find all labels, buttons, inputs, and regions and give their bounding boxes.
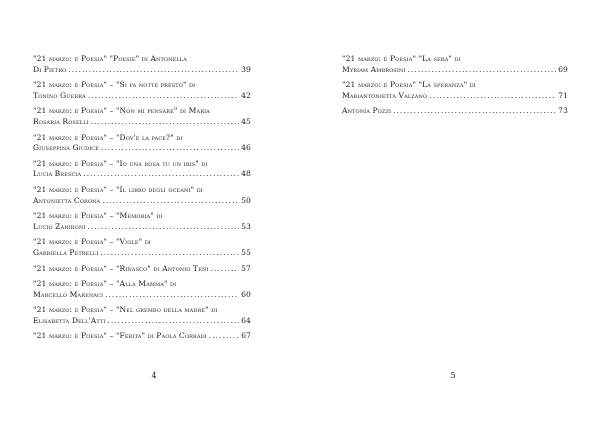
toc-list-right — [342, 54, 568, 122]
toc-entry-author: "21 marzo: è Poesia" – "Ferita" di Paola Corradi — [33, 331, 207, 341]
toc-entry-author: "21 marzo: è Poesia" – "Rinasco" di Antonio Teni — [33, 263, 209, 273]
page-number: 5 — [450, 371, 456, 380]
toc-entry-author: Antonietta Corona — [33, 195, 101, 205]
dot-leader — [68, 65, 239, 76]
dot-leader — [102, 196, 239, 207]
dot-leader — [91, 117, 240, 128]
page-number: 4 — [151, 371, 157, 380]
toc-entry-title: "21 marzo: è Poesia" – "Memoria" di — [33, 211, 163, 221]
toc-entry — [342, 54, 568, 75]
toc-entry-title: "21 marzo: è Poesia" "Poesie" di Antonella — [33, 54, 187, 63]
right-page — [300, 0, 600, 424]
toc-entry-title: "21 marzo: è Poesia" – "Si fa notte presto" di — [33, 80, 196, 90]
dot-leader — [100, 248, 239, 259]
toc-entry — [33, 211, 251, 232]
dot-leader — [429, 91, 556, 102]
toc-entry — [33, 237, 251, 258]
dot-leader — [87, 222, 239, 233]
toc-entry-page-number: 73 — [558, 106, 568, 116]
dot-leader — [88, 91, 239, 102]
toc-entry-page-number: 71 — [558, 90, 568, 100]
toc-entry-page-number: 50 — [241, 195, 251, 205]
toc-entry-page-number: 57 — [241, 263, 251, 273]
toc-entry-author: Myriam Ambrosini — [342, 64, 406, 74]
dot-leader — [105, 290, 239, 301]
toc-entry-page-number: 46 — [241, 143, 251, 153]
toc-entry-author: Rosaria Roselli — [33, 116, 89, 126]
dot-leader — [407, 65, 556, 76]
toc-entry — [33, 54, 251, 75]
toc-entry — [33, 185, 251, 206]
toc-entry-author: Mariantonietta Valzano — [342, 90, 428, 100]
toc-entry-title: "21 marzo: è Poesia" – "Nel grembo della madre" di — [33, 305, 218, 315]
toc-entry-page-number: 60 — [241, 289, 251, 299]
dot-leader — [393, 106, 556, 117]
toc-entry-title: "21 marzo: è Poesia" – "Io una rosa tu un iris" di — [33, 158, 208, 168]
toc-entry-page-number: 67 — [241, 331, 251, 341]
toc-entry-page-number: 55 — [241, 247, 251, 257]
toc-entry-title: "21 marzo: è Poesia" – "Non mi pensare" di Maria — [33, 106, 210, 116]
toc-entry-author: Elisabetta Dell'Atti — [33, 315, 106, 325]
toc-entry-title: "21 marzo: è Poesia" – "Il libro degli oceani" di — [33, 184, 203, 194]
dot-leader — [101, 143, 239, 154]
toc-entry-author: Lucio Zaniboni — [33, 221, 86, 231]
toc-entry-title: "21 marzo: è Poesia" "La speranza" di — [342, 80, 476, 90]
toc-entry — [33, 133, 251, 154]
toc-entry-author: Antonia Pozzi — [342, 106, 392, 116]
toc-entry-author: Di Pietro — [33, 64, 67, 74]
toc-entry-title: "21 marzo: è Poesia" – "Viole" di — [33, 237, 151, 247]
toc-entry — [33, 159, 251, 180]
toc-entry-author: Gabriella Petrelli — [33, 247, 99, 257]
toc-entry-title: "21 marzo: è Poesia" – "Dov'è la pace?" di — [33, 132, 183, 142]
toc-entry-page-number: 39 — [241, 64, 251, 74]
toc-entry — [342, 80, 568, 101]
dot-leader — [211, 264, 240, 275]
toc-entry-page-number: 69 — [558, 64, 568, 74]
toc-entry-author: Marcello Marenaci — [33, 289, 104, 299]
toc-entry-page-number: 48 — [241, 169, 251, 179]
toc-entry-page-number: 45 — [241, 116, 251, 126]
toc-entry-page-number: 64 — [241, 315, 251, 325]
toc-entry — [33, 264, 251, 275]
toc-entry-page-number: 42 — [241, 90, 251, 100]
toc-entry-title: "21 marzo: è Poesia" – "Alla Mamma" di — [33, 279, 177, 289]
dot-leader — [209, 331, 239, 342]
toc-entry-title: "21 marzo: è Poesia" "La sera" di — [342, 54, 461, 63]
dot-leader — [83, 169, 239, 180]
toc-entry — [342, 106, 568, 117]
toc-entry — [33, 331, 251, 342]
toc-entry — [33, 106, 251, 127]
toc-entry — [33, 80, 251, 101]
toc-entry — [33, 305, 251, 326]
toc-entry-author: Lucia Brescia — [33, 169, 82, 179]
toc-entry-page-number: 53 — [241, 221, 251, 231]
toc-entry-author: Tonino Guerra — [33, 90, 86, 100]
toc-entry-author: Giuseppina Giudice — [33, 143, 99, 153]
dot-leader — [107, 316, 239, 327]
toc-entry — [33, 279, 251, 300]
toc-list-left — [33, 54, 251, 347]
